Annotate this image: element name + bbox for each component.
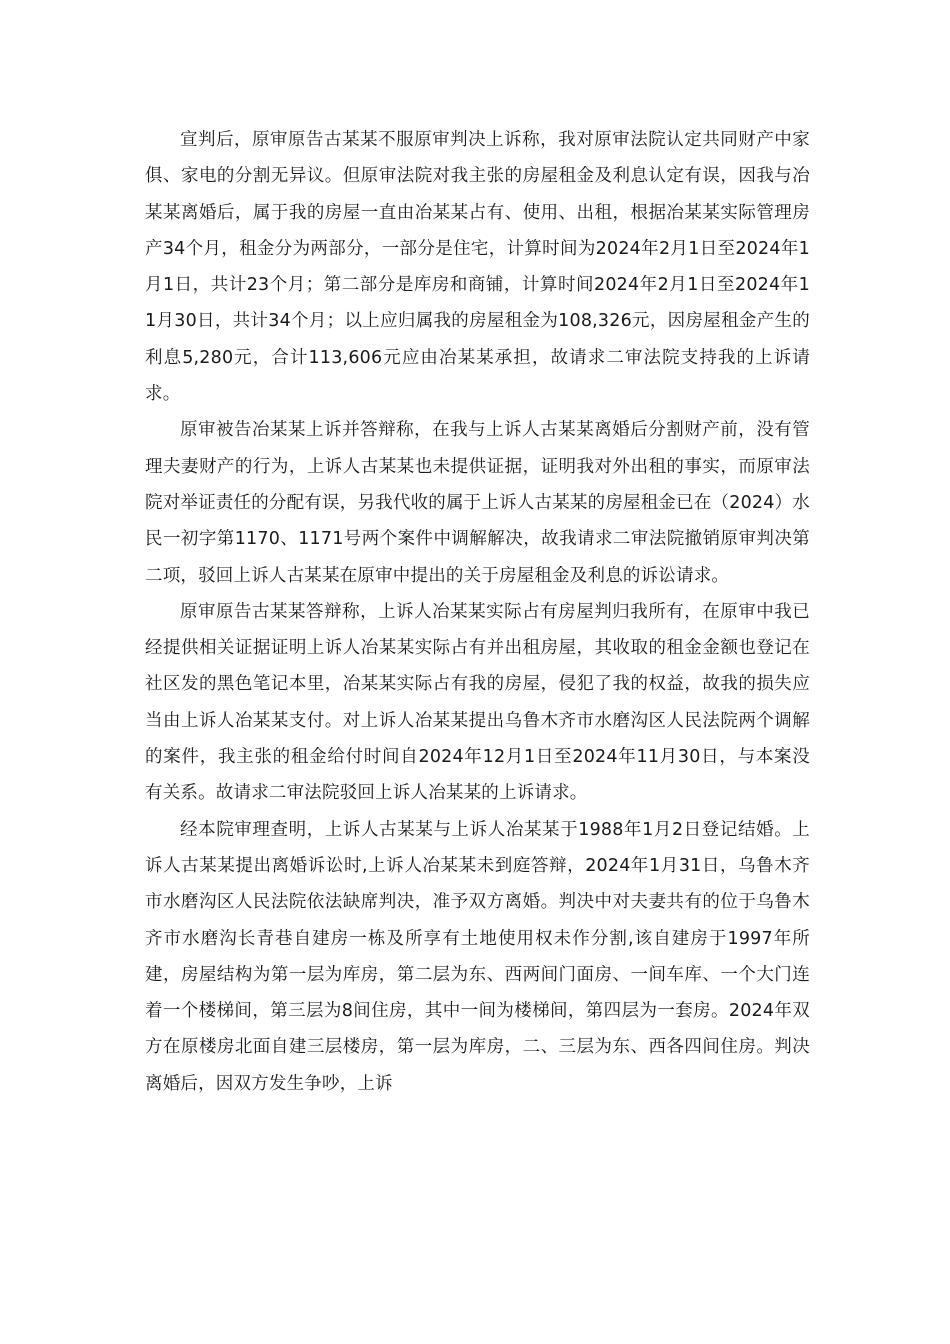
paragraph-reply-gu: 原审原告古某某答辩称，上诉人冶某某实际占有房屋判归我所有，在原审中我已经提供相关证据证明上诉人冶某某实际占有并出租房屋，其收取的租金金额也登记在社区发的黑色笔记本里，冶某某实际占有我的房屋，侵犯了我的权益，故我的损失应当由上诉人冶某某支付。对上诉人冶某某提出乌鲁木齐市水磨沟区人民法院两个调解的案件，我主张的租金给付时间自2024年12月1日至2024年11月30日，与本案没有关系。故请求二审法院驳回上诉人冶某某的上诉请求。 xyxy=(145,601,810,804)
paragraph-court-findings: 经本院审理查明，上诉人古某某与上诉人冶某某于1988年1月2日登记结婚。上诉人古某某提出离婚诉讼时,上诉人冶某某未到庭答辩，2024年1月31日，乌鲁木齐市水磨沟区人民法院依法缺席判决，准予双方离婚。判决中对夫妻共有的位于乌鲁木齐市水磨沟长青巷自建房一栋及所享有土地使用权未作分割,该自建房于1997年所建，房屋结构为第一层为库房，第二层为东、西两间门面房、一间车库、一个大门连着一个楼梯间，第三层为8间住房，其中一间为楼梯间，第四层为一套房。2024年双方在原楼房北面自建三层楼房，第一层为库房，二、三层为东、西各四间住房。判决离婚后，因双方发生争吵，上诉 xyxy=(145,819,810,1094)
document-body xyxy=(145,122,810,1102)
paragraph-appeal-gu: 宣判后，原审原告古某某不服原审判决上诉称，我对原审法院认定共同财产中家俱、家电的分割无异议。但原审法院对我主张的房屋租金及利息认定有误，因我与冶某某离婚后，属于我的房屋一直由冶某某占有、使用、出租，根据冶某某实际管理房产34个月，租金分为两部分，一部分是住宅，计算时间为2024年2月1日至2024年1月1日，共计23个月；第二部分是库房和商铺，计算时间2024年2月1日至2024年11月30日，共计34个月；以上应归属我的房屋租金为108,326元，因房屋租金产生的利息5,280元，合计113,606元应由冶某某承担，故请求二审法院支持我的上诉请求。 xyxy=(145,130,810,405)
paragraph-appeal-ye: 原审被告冶某某上诉并答辩称，在我与上诉人古某某离婚后分割财产前，没有管理夫妻财产的行为，上诉人古某某也未提供证据，证明我对外出租的事实，而原审法院对举证责任的分配有误，另我代收的属于上诉人古某某的房屋租金已在（2024）水民一初字第1170、1171号两个案件中调解解决，故我请求二审法院撤销原审判决第二项，驳回上诉人古某某在原审中提出的关于房屋租金及利息的诉讼请求。 xyxy=(145,420,810,586)
